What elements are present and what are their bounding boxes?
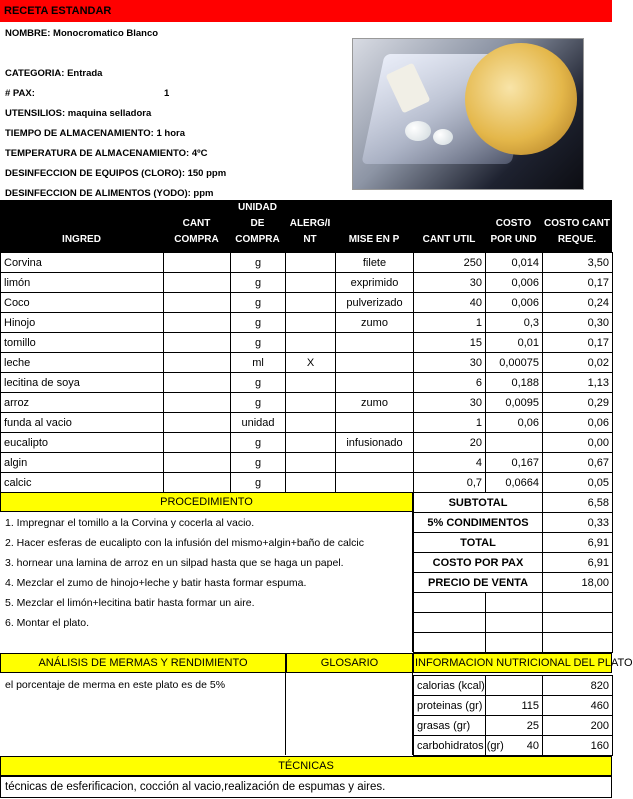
- ingredient-cant-util: 6: [414, 373, 486, 393]
- total-label: PRECIO DE VENTA: [414, 573, 543, 593]
- total-value: 6,91: [543, 533, 613, 553]
- ingredient-costo: 0,17: [543, 273, 613, 293]
- ingredient-name: funda al vacio: [1, 413, 164, 433]
- step-1: 1. Impregnar el tomillo a la Corvina y cocerla al vacio.: [5, 517, 255, 529]
- ingredient-costo: 0,29: [543, 393, 613, 413]
- ingredient-alerg: [286, 413, 336, 433]
- ingredient-mise: exprimido: [336, 273, 414, 293]
- ingredient-compra: [164, 373, 231, 393]
- ingredient-unidad: g: [231, 253, 286, 273]
- ingredient-costo-und: 0,0664: [486, 473, 543, 493]
- ingredient-compra: [164, 353, 231, 373]
- recipe-title: RECETA ESTANDAR: [4, 5, 112, 17]
- total-value: 6,58: [543, 493, 613, 513]
- ingredient-cant-util: 15: [414, 333, 486, 353]
- ingredient-mise: pulverizado: [336, 293, 414, 313]
- ingredient-name: Hinojo: [1, 313, 164, 333]
- analisis-text: el porcentaje de merma en este plato es de 5%: [5, 679, 226, 691]
- ingredient-compra: [164, 473, 231, 493]
- total-label: SUBTOTAL: [414, 493, 543, 513]
- ingredient-alerg: [286, 333, 336, 353]
- info-temperatura: TEMPERATURA DE ALMACENAMIENTO: 4ºC: [5, 148, 208, 159]
- nutrition-row: [414, 676, 613, 696]
- header-ingred: INGRED: [62, 234, 101, 245]
- ingredient-row: [1, 293, 613, 313]
- total-label: COSTO POR PAX: [414, 553, 543, 573]
- ingredient-unidad: g: [231, 293, 286, 313]
- ingredient-costo-und: 0,006: [486, 293, 543, 313]
- total-row: [414, 493, 613, 513]
- nutrition-row: [414, 736, 613, 756]
- ingredient-name: algin: [1, 453, 164, 473]
- ingredient-name: tomillo: [1, 333, 164, 353]
- ingredient-costo-und: 0,006: [486, 273, 543, 293]
- ingredient-mise: zumo: [336, 313, 414, 333]
- ingredient-costo-und: 0,3: [486, 313, 543, 333]
- ingredient-mise: zumo: [336, 393, 414, 413]
- header-cant-compra: CANT COMPRA: [174, 218, 219, 245]
- ingredient-unidad: unidad: [231, 413, 286, 433]
- ingredient-costo-und: 0,06: [486, 413, 543, 433]
- nutrition-value: 460: [543, 696, 613, 716]
- ingredient-costo: 0,02: [543, 353, 613, 373]
- ingredient-row: [1, 333, 613, 353]
- info-desinf-equipos: DESINFECCION DE EQUIPOS (CLORO): 150 ppm: [5, 168, 227, 179]
- procedimiento-title: PROCEDIMIENTO: [0, 492, 413, 512]
- nutrition-qty: [486, 676, 543, 696]
- ingredient-mise: infusionado: [336, 433, 414, 453]
- ingredient-unidad: g: [231, 313, 286, 333]
- total-row: [414, 553, 613, 573]
- step-5: 5. Mezclar el limón+lecitina batir hasta formar un aire.: [5, 597, 255, 609]
- ingredient-unidad: g: [231, 473, 286, 493]
- ingredient-row: [1, 433, 613, 453]
- header-unidad: UNIDAD DE COMPRA: [235, 202, 280, 245]
- ingredient-mise: [336, 473, 414, 493]
- ingredient-alerg: [286, 373, 336, 393]
- info-utensilios: UTENSILIOS: maquina selladora: [5, 108, 152, 119]
- ingredient-row: [1, 313, 613, 333]
- ingredient-alerg: [286, 253, 336, 273]
- glosario-body: [286, 673, 413, 755]
- ingredient-compra: [164, 413, 231, 433]
- header-cant-util: CANT UTIL: [422, 234, 476, 245]
- nutrition-label: proteinas (gr): [414, 696, 486, 716]
- ingredient-alerg: X: [286, 353, 336, 373]
- nutricion-title: INFORMACION NUTRICIONAL DEL PLATO: [413, 653, 612, 673]
- ingredient-alerg: [286, 473, 336, 493]
- ingredient-compra: [164, 433, 231, 453]
- ingredient-compra: [164, 313, 231, 333]
- ingredient-compra: [164, 333, 231, 353]
- info-categoria: CATEGORIA: Entrada: [5, 68, 103, 79]
- total-row: [414, 573, 613, 593]
- info-tiempo: TIEMPO DE ALMACENAMIENTO: 1 hora: [5, 128, 185, 139]
- ingredient-name: limón: [1, 273, 164, 293]
- step-4: 4. Mezclar el zumo de hinojo+leche y batir hasta formar espuma.: [5, 577, 307, 589]
- nutrition-qty: 40: [486, 736, 543, 756]
- ingredient-costo-und: [486, 433, 543, 453]
- ingredient-unidad: g: [231, 373, 286, 393]
- analisis-title: ANÁLISIS DE MERMAS Y RENDIMIENTO: [0, 653, 286, 673]
- ingredient-compra: [164, 393, 231, 413]
- nutrition-row: [414, 716, 613, 736]
- info-nombre: NOMBRE: Monocromatico Blanco: [5, 28, 159, 39]
- ingredient-name: leche: [1, 353, 164, 373]
- header-alerg: ALERG/I NT: [289, 218, 331, 245]
- ingredient-costo: 0,05: [543, 473, 613, 493]
- ingredient-name: lecitina de soya: [1, 373, 164, 393]
- ingredient-mise: [336, 373, 414, 393]
- ingredient-costo: 1,13: [543, 373, 613, 393]
- nutrition-qty: 115: [486, 696, 543, 716]
- ingredient-costo-und: 0,014: [486, 253, 543, 273]
- nutrition-value: 820: [543, 676, 613, 696]
- total-row: [414, 533, 613, 553]
- ingredient-row: [1, 373, 613, 393]
- ingredient-unidad: g: [231, 273, 286, 293]
- nutrition-label: carbohidratos (gr): [414, 736, 486, 756]
- total-row: [414, 513, 613, 533]
- ingredient-costo: 0,30: [543, 313, 613, 333]
- ingredient-cant-util: 30: [414, 273, 486, 293]
- nutrition-row: [414, 696, 613, 716]
- ingredient-row: [1, 253, 613, 273]
- ingredient-unidad: g: [231, 433, 286, 453]
- ingredient-name: eucalipto: [1, 433, 164, 453]
- nutrition-label: grasas (gr): [414, 716, 486, 736]
- ingredient-row: [1, 273, 613, 293]
- tecnicas-title: TÉCNICAS: [0, 756, 612, 776]
- ingredient-row: [1, 393, 613, 413]
- ingredient-costo: 0,00: [543, 433, 613, 453]
- ingredient-name: Coco: [1, 293, 164, 313]
- ingredient-alerg: [286, 313, 336, 333]
- step-6: 6. Montar el plato.: [5, 617, 90, 629]
- ingredient-costo-und: 0,0095: [486, 393, 543, 413]
- total-label: TOTAL: [414, 533, 543, 553]
- ingredient-costo-und: 0,01: [486, 333, 543, 353]
- step-2: 2. Hacer esferas de eucalipto con la infusión del mismo+algin+baño de calcic: [5, 537, 364, 549]
- ingredient-cant-util: 30: [414, 393, 486, 413]
- title-bar: [0, 0, 612, 22]
- ingredient-costo: 0,17: [543, 333, 613, 353]
- ingredient-costo: 0,24: [543, 293, 613, 313]
- ingredient-unidad: ml: [231, 353, 286, 373]
- ingredient-cant-util: 0,7: [414, 473, 486, 493]
- ingredient-compra: [164, 253, 231, 273]
- ingredient-mise: [336, 353, 414, 373]
- ingredient-costo: 0,06: [543, 413, 613, 433]
- ingredient-name: Corvina: [1, 253, 164, 273]
- ingredient-costo: 3,50: [543, 253, 613, 273]
- ingredient-cant-util: 20: [414, 433, 486, 453]
- ingredient-cant-util: 250: [414, 253, 486, 273]
- nutrition-value: 160: [543, 736, 613, 756]
- ingredient-alerg: [286, 293, 336, 313]
- total-value: 0,33: [543, 513, 613, 533]
- nutrition-qty: 25: [486, 716, 543, 736]
- total-value: 6,91: [543, 553, 613, 573]
- ingredient-costo-und: 0,00075: [486, 353, 543, 373]
- ingredients-table: [0, 252, 613, 493]
- header-mise: MISE EN P: [348, 234, 400, 245]
- info-pax-value: 1: [164, 88, 170, 99]
- ingredient-compra: [164, 453, 231, 473]
- ingredient-mise: [336, 413, 414, 433]
- ingredient-alerg: [286, 393, 336, 413]
- ingredient-costo-und: 0,167: [486, 453, 543, 473]
- ingredient-row: [1, 353, 613, 373]
- ingredient-unidad: g: [231, 453, 286, 473]
- ingredient-name: calcic: [1, 473, 164, 493]
- ingredient-mise: filete: [336, 253, 414, 273]
- tecnicas-text: técnicas de esferificacion, cocción al vacio,realización de espumas y aires.: [0, 776, 612, 798]
- ingredient-mise: [336, 333, 414, 353]
- ingredient-alerg: [286, 433, 336, 453]
- nutrition-label: calorias (kcal): [414, 676, 486, 696]
- ingredient-alerg: [286, 273, 336, 293]
- ingredient-row: [1, 413, 613, 433]
- ingredient-costo: 0,67: [543, 453, 613, 473]
- header-costo-cant: COSTO CANT REQUE.: [544, 218, 610, 245]
- ingredient-mise: [336, 453, 414, 473]
- step-3: 3. hornear una lamina de arroz en un silpad hasta que se haga un papel.: [5, 557, 344, 569]
- total-value: 18,00: [543, 573, 613, 593]
- ingredient-name: arroz: [1, 393, 164, 413]
- ingredient-costo-und: 0,188: [486, 373, 543, 393]
- ingredient-cant-util: 1: [414, 313, 486, 333]
- total-label: 5% CONDIMENTOS: [414, 513, 543, 533]
- dish-photo: [352, 38, 584, 190]
- glosario-title: GLOSARIO: [286, 653, 413, 673]
- totals-table: [413, 492, 613, 593]
- ingredient-alerg: [286, 453, 336, 473]
- info-pax-label: # PAX:: [5, 88, 35, 99]
- ingredient-row: [1, 473, 613, 493]
- ingredient-cant-util: 30: [414, 353, 486, 373]
- ingredient-cant-util: 1: [414, 413, 486, 433]
- ingredient-compra: [164, 273, 231, 293]
- nutrition-value: 200: [543, 716, 613, 736]
- ingredient-cant-util: 4: [414, 453, 486, 473]
- info-desinf-alimentos: DESINFECCION DE ALIMENTOS (YODO): ppm: [5, 188, 214, 199]
- ingredient-unidad: g: [231, 393, 286, 413]
- ingredient-cant-util: 40: [414, 293, 486, 313]
- ingredient-unidad: g: [231, 333, 286, 353]
- ingredient-row: [1, 453, 613, 473]
- ingredient-compra: [164, 293, 231, 313]
- totals-empty: [413, 592, 613, 653]
- nutrition-table: [413, 675, 613, 756]
- header-costo-und: COSTO POR UND: [490, 218, 537, 245]
